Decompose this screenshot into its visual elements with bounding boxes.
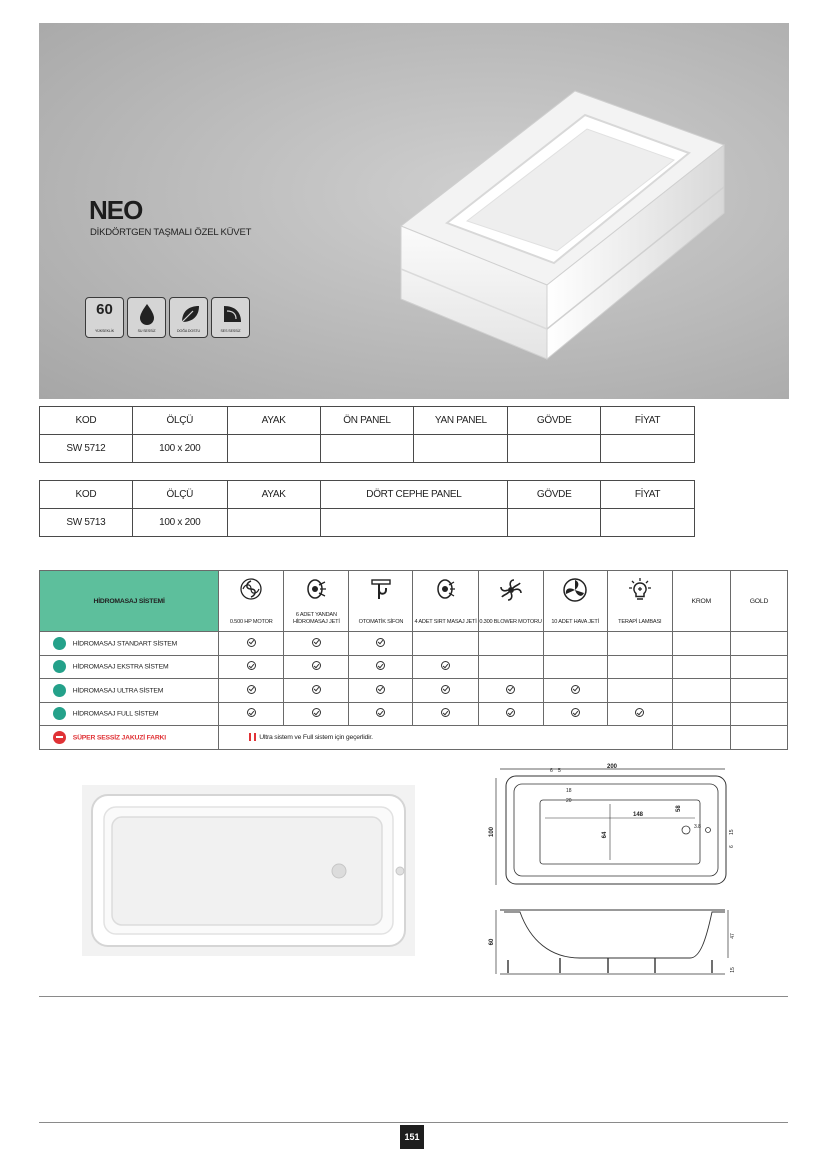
dim-top-c: 18 <box>566 788 572 794</box>
check-cell <box>219 632 284 656</box>
product-name: NEO <box>89 195 143 225</box>
price-gold <box>730 726 787 750</box>
check-icon <box>376 661 385 670</box>
check-cell <box>413 655 478 679</box>
bathtub-top-view-image <box>82 785 415 956</box>
header-cell: KOD <box>40 407 133 435</box>
check-cell <box>478 702 543 726</box>
cell-yan-panel <box>414 435 508 463</box>
check-cell <box>219 679 284 703</box>
empty-cell <box>478 632 543 656</box>
price-krom <box>672 655 730 679</box>
check-cell <box>284 632 349 656</box>
price-table-2 <box>39 480 695 537</box>
dim-length: 200 <box>606 764 618 770</box>
check-icon <box>312 708 321 717</box>
empty-cell <box>607 679 672 703</box>
cell-size: 100 x 200 <box>132 509 227 537</box>
page-number: 151 <box>400 1125 424 1149</box>
divider <box>39 996 788 997</box>
header-cell: FİYAT <box>601 407 695 435</box>
header-gold: GOLD <box>730 571 787 632</box>
cell-code: SW 5712 <box>40 435 133 463</box>
check-icon <box>247 708 256 717</box>
check-icon <box>247 685 256 694</box>
check-icon <box>247 638 256 647</box>
cell-ayak <box>227 435 320 463</box>
empty-cell <box>543 632 607 656</box>
check-icon <box>635 708 644 717</box>
feature-lamp: TERAPİ LAMBASI <box>607 571 672 632</box>
header-cell: ÖLÇÜ <box>132 481 227 509</box>
feature-back-jet: 4 ADET SIRT MASAJ JETİ <box>413 571 478 632</box>
header-krom: KROM <box>672 571 730 632</box>
check-cell <box>349 655 413 679</box>
check-cell <box>349 679 413 703</box>
sound-silent-icon: SES SESSİZ <box>211 297 250 338</box>
years-60-icon: 60 YÜKSEKLİK <box>85 297 124 338</box>
header-cell: AYAK <box>227 407 320 435</box>
dim-inner-width: 64 <box>602 831 608 839</box>
empty-cell <box>543 655 607 679</box>
price-krom <box>672 632 730 656</box>
table-row-extra <box>40 726 788 750</box>
hydro-title: HİDROMASAJ SİSTEMİ <box>40 571 219 632</box>
header-cell: KOD <box>40 481 133 509</box>
table-row <box>40 509 695 537</box>
price-table-1 <box>39 406 695 463</box>
dim-side-b: 47 <box>730 933 736 939</box>
header-cell: ÖN PANEL <box>320 407 414 435</box>
check-cell <box>219 655 284 679</box>
status-dot <box>53 707 66 720</box>
eco-leaf-icon: DOĞA DOSTU <box>169 297 208 338</box>
dim-side-c: 15 <box>729 829 735 835</box>
extra-note: Ultra sistem ve Full sistem için geçerlidir. <box>219 726 673 750</box>
system-full: HİDROMASAJ FULL SİSTEM <box>40 702 219 726</box>
dim-inner-length: 148 <box>632 812 644 818</box>
check-cell <box>349 702 413 726</box>
air-jet-fan-icon <box>561 577 589 603</box>
check-cell <box>413 702 478 726</box>
cell-govde <box>508 509 601 537</box>
back-jet-icon <box>434 577 458 601</box>
check-icon <box>312 661 321 670</box>
table-row <box>40 655 788 679</box>
feature-siphon: OTOMATİK SİFON <box>349 571 413 632</box>
table-row <box>40 679 788 703</box>
check-icon <box>506 685 515 694</box>
check-cell <box>413 679 478 703</box>
hero-banner <box>39 23 789 399</box>
check-cell <box>219 702 284 726</box>
siphon-icon <box>368 577 394 603</box>
hydro-header-row <box>40 571 788 632</box>
cell-govde <box>508 435 601 463</box>
price-krom <box>672 726 730 750</box>
divider <box>39 1122 788 1123</box>
check-cell <box>543 702 607 726</box>
dim-top-b: 5 <box>558 768 561 774</box>
cell-dort-cephe <box>320 509 508 537</box>
cell-on-panel <box>320 435 414 463</box>
feature-motor: 0.500 HP MOTOR <box>219 571 284 632</box>
system-ekstra: HİDROMASAJ EKSTRA SİSTEM <box>40 655 219 679</box>
table-header-row <box>40 407 695 435</box>
feature-blower: 0.300 BLOWER MOTORU <box>478 571 543 632</box>
dim-height: 60 <box>489 938 495 946</box>
check-icon <box>312 685 321 694</box>
empty-cell <box>478 655 543 679</box>
header-cell: ÖLÇÜ <box>132 407 227 435</box>
dim-side-d: 6 <box>729 845 735 848</box>
empty-cell <box>607 655 672 679</box>
empty-cell <box>413 632 478 656</box>
empty-cell <box>607 632 672 656</box>
check-icon <box>441 708 450 717</box>
price-gold <box>730 702 787 726</box>
cell-fiyat <box>601 435 695 463</box>
check-icon <box>506 708 515 717</box>
system-silent-extra: SÜPER SESSİZ JAKUZİ FARKI <box>40 726 219 750</box>
check-cell <box>284 655 349 679</box>
check-cell <box>478 679 543 703</box>
check-icon <box>571 708 580 717</box>
bathtub-hero-image <box>389 73 759 383</box>
header-cell: AYAK <box>227 481 320 509</box>
product-subtitle: DİKDÖRTGEN TAŞMALI ÖZEL KÜVET <box>90 227 252 238</box>
header-cell: GÖVDE <box>508 481 601 509</box>
cell-fiyat <box>601 509 695 537</box>
dim-leg: 15 <box>730 967 736 973</box>
check-icon <box>312 638 321 647</box>
dim-width: 100 <box>489 826 495 838</box>
technical-drawing <box>490 760 740 985</box>
price-gold <box>730 632 787 656</box>
price-gold <box>730 655 787 679</box>
price-krom <box>672 679 730 703</box>
cell-size: 100 x 200 <box>132 435 227 463</box>
header-cell: FİYAT <box>601 481 695 509</box>
blower-icon <box>498 577 524 603</box>
check-icon <box>571 685 580 694</box>
check-cell <box>607 702 672 726</box>
motor-swirl-icon <box>239 577 263 601</box>
check-cell <box>349 632 413 656</box>
check-cell <box>543 679 607 703</box>
check-cell <box>284 702 349 726</box>
dim-mid-a: 3.8 <box>694 824 701 830</box>
dim-side-a: 58 <box>676 805 682 812</box>
check-cell <box>284 679 349 703</box>
system-ultra: HİDROMASAJ ULTRA SİSTEM <box>40 679 219 703</box>
feature-side-jet: 6 ADET YANDAN HİDROMASAJ JETİ <box>284 571 349 632</box>
price-gold <box>730 679 787 703</box>
check-icon <box>376 638 385 647</box>
check-icon <box>441 661 450 670</box>
table-row <box>40 702 788 726</box>
status-dot <box>53 684 66 697</box>
status-dot <box>53 660 66 673</box>
cell-code: SW 5713 <box>40 509 133 537</box>
dim-top-d: 20 <box>566 798 572 804</box>
check-icon <box>376 685 385 694</box>
table-header-row <box>40 481 695 509</box>
water-drop-icon: SU SESSİZ <box>127 297 166 338</box>
dim-top-a: 6 <box>550 768 553 774</box>
therapy-lamp-icon <box>628 577 652 603</box>
hydromassage-table <box>39 570 788 750</box>
check-icon <box>247 661 256 670</box>
header-cell: YAN PANEL <box>414 407 508 435</box>
table-row <box>40 435 695 463</box>
check-icon <box>376 708 385 717</box>
header-cell: GÖVDE <box>508 407 601 435</box>
feature-badges <box>85 297 250 338</box>
check-icon <box>441 685 450 694</box>
table-row <box>40 632 788 656</box>
feature-air-jet: 10 ADET HAVA JETİ <box>543 571 607 632</box>
system-standart: HİDROMASAJ STANDART SİSTEM <box>40 632 219 656</box>
header-cell: DÖRT CEPHE PANEL <box>320 481 508 509</box>
cell-ayak <box>227 509 320 537</box>
status-dot <box>53 637 66 650</box>
minus-icon <box>53 731 66 744</box>
price-krom <box>672 702 730 726</box>
side-jet-icon <box>304 577 328 601</box>
